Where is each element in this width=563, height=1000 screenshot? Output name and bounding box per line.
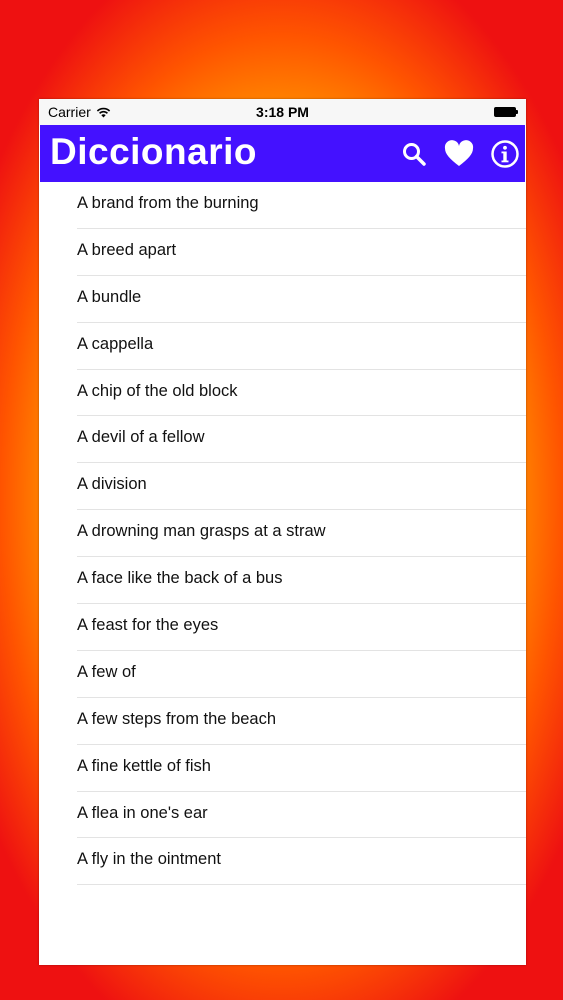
list-item-label: A cappella [77, 334, 154, 353]
list-item[interactable] [39, 370, 526, 417]
list-item[interactable] [39, 416, 526, 463]
list-item-label: A fly in the ointment [77, 850, 221, 869]
list-item[interactable] [39, 557, 526, 604]
phrase-list [39, 182, 526, 904]
app-screen [39, 99, 526, 965]
search-button[interactable] [399, 139, 429, 169]
page-title: Diccionario [50, 131, 257, 172]
battery-icon [494, 107, 518, 117]
list-item[interactable] [39, 229, 526, 276]
list-item-label: A division [77, 475, 147, 494]
list-item[interactable] [39, 604, 526, 651]
list-item-label: A drowning man grasps at a straw [77, 522, 326, 541]
nav-bar [40, 125, 525, 182]
status-time: 3:18 PM [256, 104, 309, 120]
list-item[interactable] [39, 792, 526, 839]
list-item-label: A breed apart [77, 240, 177, 259]
favorites-button[interactable] [444, 139, 474, 169]
list-item-label: A brand from the burning [77, 194, 259, 212]
list-item-label: A devil of a fellow [77, 428, 205, 447]
list-item[interactable] [39, 745, 526, 792]
list-item-label: A feast for the eyes [77, 616, 219, 635]
list-item-label: A few of [77, 662, 136, 681]
list-item[interactable] [39, 510, 526, 557]
list-item-label: A face like the back of a bus [77, 569, 283, 588]
status-bar [39, 99, 526, 125]
info-icon [490, 139, 520, 169]
list-item-label: A few steps from the beach [77, 709, 277, 728]
list-item[interactable] [39, 463, 526, 510]
list-item[interactable] [39, 838, 526, 885]
list-item-label: A flea in one's ear [77, 803, 208, 822]
info-button[interactable] [490, 139, 520, 169]
heart-icon [444, 141, 474, 167]
search-icon [401, 141, 427, 167]
list-item[interactable] [39, 323, 526, 370]
list-item[interactable] [39, 182, 526, 229]
list-item[interactable] [39, 698, 526, 745]
list-item[interactable] [39, 276, 526, 323]
list-bottom-cover [39, 894, 526, 965]
list-item[interactable] [39, 651, 526, 698]
list-item-label: A bundle [77, 287, 142, 306]
list-item-label: A chip of the old block [77, 381, 238, 400]
list-item-label: A fine kettle of fish [77, 756, 211, 775]
carrier-label: Carrier [48, 104, 91, 120]
